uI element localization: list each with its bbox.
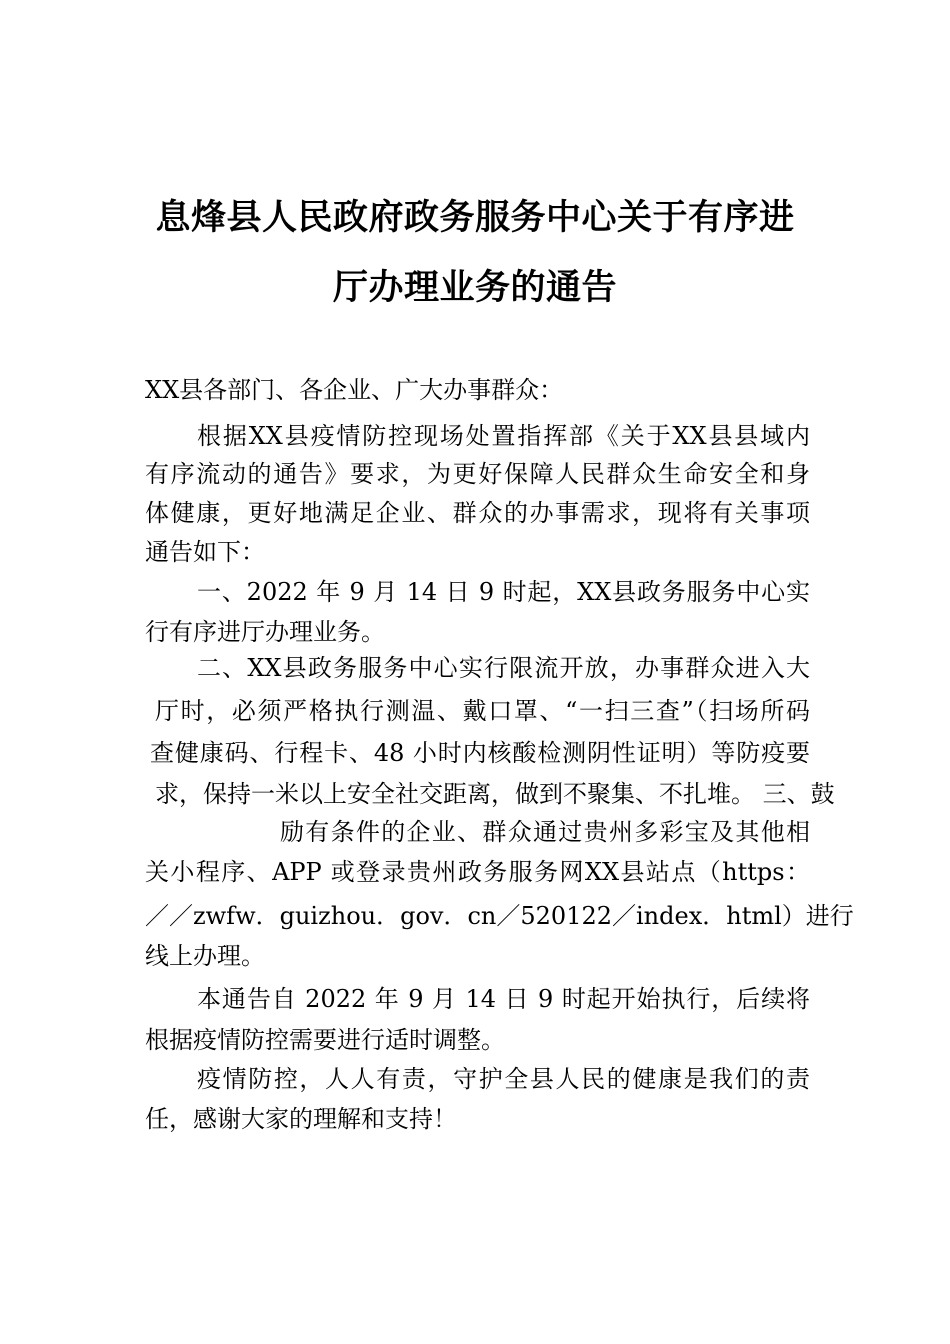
body-line: 根据XX县疫情防控现场处置指挥部《关于XX县县域内	[197, 422, 810, 450]
body-line: 厅时，必须严格执行测温、戴口罩、“一扫三查”（扫场所码	[155, 697, 810, 725]
body-line: 二、XX县政务服务中心实行限流开放，办事群众进入大	[197, 654, 810, 682]
body-line: ／／zwfw．guizhou．gov．cn／520122／index．html）进行	[145, 902, 854, 930]
body-line: 关小程序、APP 或登录贵州政务服务网XX县站点（https：	[145, 858, 810, 886]
body-line: 行有序进厅办理业务。	[145, 618, 385, 646]
body-line: 励有条件的企业、群众通过贵州多彩宝及其他相	[280, 818, 810, 846]
body-line: 任，感谢大家的理解和支持！	[145, 1105, 457, 1133]
document-title-line-1: 息烽县人民政府政务服务中心关于有序进	[155, 198, 795, 238]
body-line: 根据疫情防控需要进行适时调整。	[145, 1026, 505, 1054]
body-line: 体健康，更好地满足企业、群众的办事需求，现将有关事项	[145, 499, 810, 527]
salutation: XX县各部门、各企业、广大办事群众：	[145, 376, 564, 404]
body-line: 线上办理。	[145, 942, 265, 970]
body-line: 疫情防控，人人有责，守护全县人民的健康是我们的责	[197, 1065, 810, 1093]
body-line: 查健康码、行程卡、48 小时内核酸检测阴性证明）等防疫要	[150, 739, 810, 767]
body-line: 一、2022 年 9 月 14 日 9 时起，XX县政务服务中心实	[197, 578, 810, 606]
body-line: 本通告自 2022 年 9 月 14 日 9 时起开始执行，后续将	[197, 985, 810, 1013]
document-title-line-2: 厅办理业务的通告	[332, 268, 617, 308]
body-line: 有序流动的通告》要求，为更好保障人民群众生命安全和身	[145, 460, 810, 488]
body-line: 通告如下：	[145, 538, 265, 566]
body-line: 求，保持一米以上安全社交距离，做到不聚集、不扎堆。 三、鼓	[155, 780, 835, 808]
